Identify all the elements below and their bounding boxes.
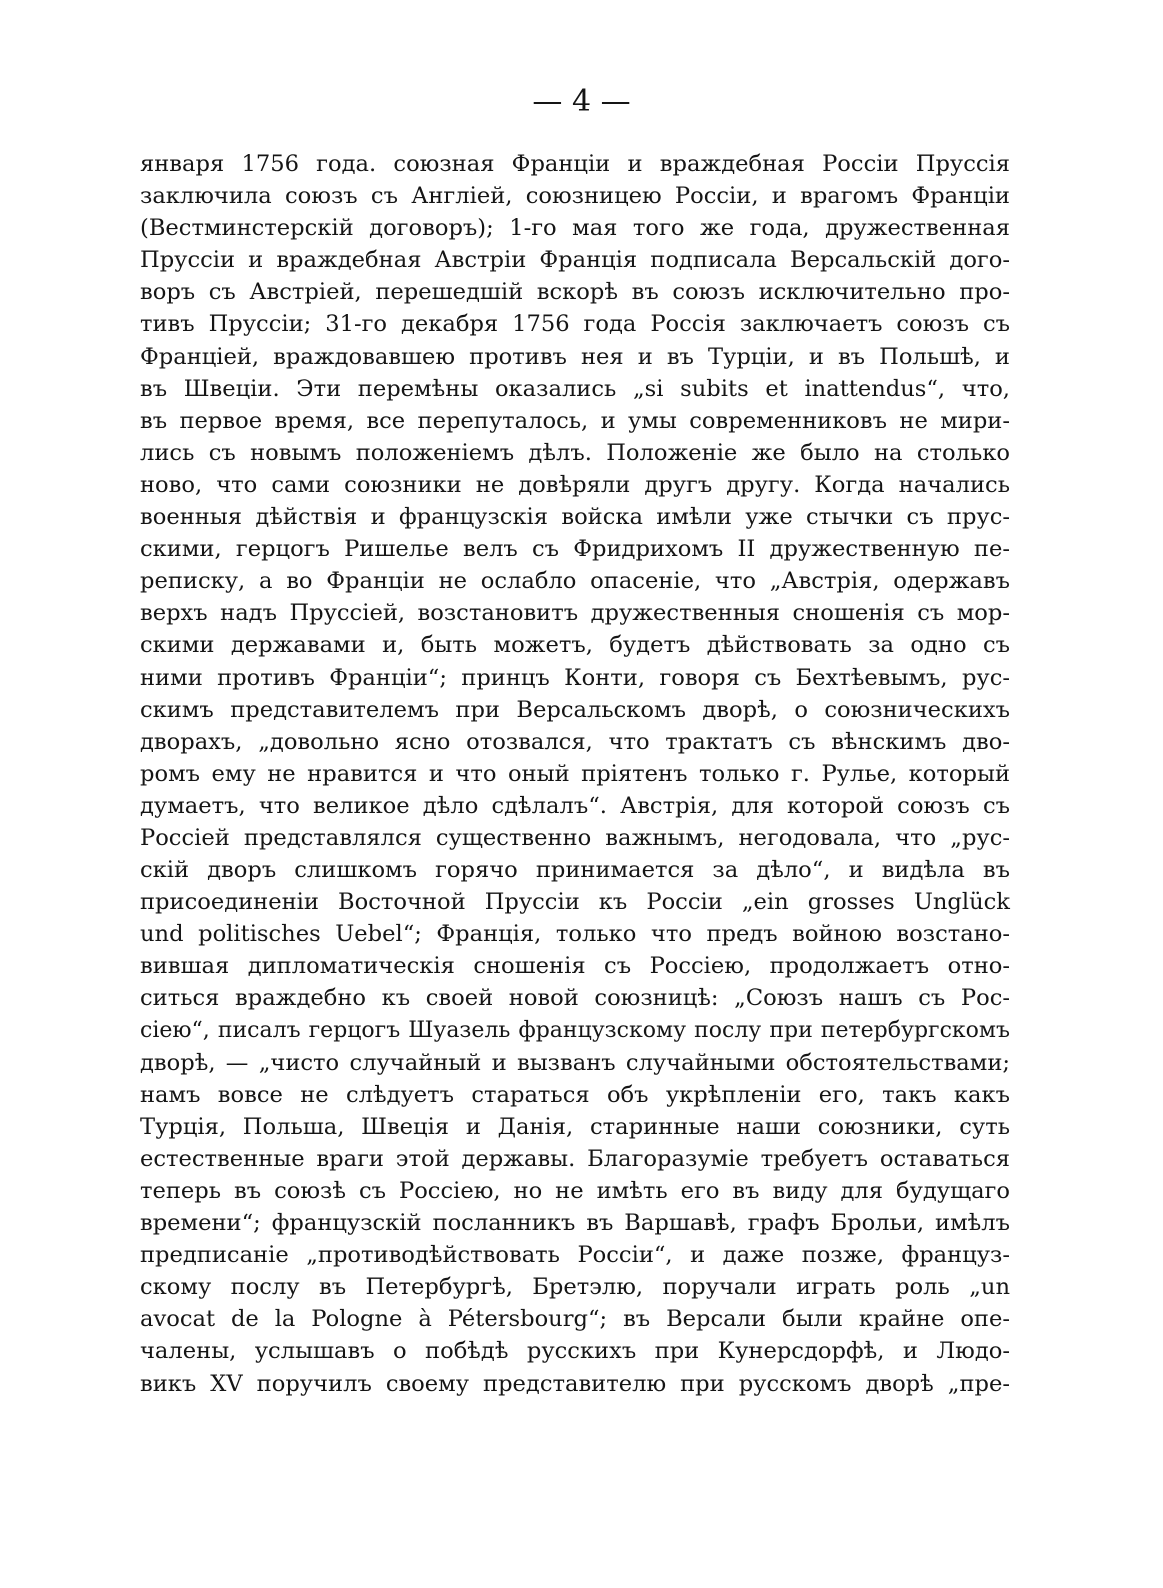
text-line: (Вестминстерскій договоръ); 1-го мая того же года, дружественная [140,215,1010,242]
text-line: присоединеніи Восточной Пруссіи къ Россіи „ein grosses Unglück [140,889,1010,916]
text-line: воръ съ Австріей, перешедшій вскорѣ въ союзъ исключительно про- [140,279,1010,306]
text-line: въ первое время, все перепуталось, и умы современниковъ не мири- [140,407,1010,434]
text-line: und politisches Uebel“; Франція, только что предъ войною возстано- [140,921,1010,948]
text-line: дворѣ, — „чисто случайный и вызванъ случайными обстоятельствами; [140,1049,1010,1076]
text-line: Пруссіи и враждебная Австріи Франція подписала Версальскій дого- [140,247,1010,274]
text-line: Россіей представлялся существенно важнымъ, негодовала, что „рус- [140,824,1010,851]
text-line: верхъ надъ Пруссіей, возстановитъ дружественныя сношенія съ мор- [140,600,1010,627]
text-line: естественные враги этой державы. Благоразуміе требуетъ оставаться [140,1145,1010,1172]
text-line: въ Швеціи. Эти перемѣны оказались „si subits et inattendus“, что, [140,375,1010,402]
text-line: ситься враждебно къ своей новой союзницѣ: „Союзъ нашъ съ Рос- [140,985,1010,1012]
text-line: скимъ представителемъ при Версальскомъ дворѣ, о союзническихъ [140,696,1010,723]
body-text [140,148,1010,1400]
text-line: времени“; французскій посланникъ въ Варшавѣ, графъ Брольи, имѣлъ [140,1210,1010,1237]
text-line: реписку, а во Франціи не ослабло опасеніе, что „Австрія, одержавъ [140,568,1010,595]
text-line: лись съ новымъ положеніемъ дѣлъ. Положеніе же было на столько [140,439,1010,466]
text-line: ново, что сами союзники не довѣряли другъ другу. Когда начались [140,471,1010,498]
text-line: скому послу въ Петербургѣ, Бретэлю, поручали играть роль „un [140,1274,1010,1301]
text-line: заключила союзъ съ Англіей, союзницею Россіи, и врагомъ Франціи [140,183,1010,210]
text-line: намъ вовсе не слѣдуетъ стараться объ укрѣпленіи его, такъ какъ [140,1081,1010,1108]
text-line: января 1756 года. союзная Франціи и враждебная Россіи Пруссія [140,151,1010,177]
text-line: думаетъ, что великое дѣло сдѣлалъ“. Австрія, для которой союзъ съ [140,792,1010,819]
text-line: вившая дипломатическія сношенія съ Россіею, продолжаетъ отно- [140,953,1010,980]
text-line: avocat de la Pologne à Pétersbourg“; въ Версали были крайне опе- [140,1306,1010,1333]
text-line: теперь въ союзѣ съ Россіею, но не имѣть его въ виду для будущаго [140,1178,1010,1204]
text-line: викъ XV поручилъ своему представителю при русскомъ дворѣ „пре- [140,1370,1010,1397]
text-line: тивъ Пруссіи; 31-го декабря 1756 года Россія заключаетъ союзъ съ [140,311,1010,338]
text-line: скими державами и, быть можетъ, будетъ дѣйствовать за одно съ [140,632,1010,659]
text-line: скій дворъ слишкомъ горячо принимается за дѣло“, и видѣла въ [140,857,1010,884]
text-line: предписаніе „противодѣйствовать Россіи“, и даже позже, француз- [140,1242,1010,1269]
page-number: — 4 — [532,84,631,119]
text-line: дворахъ, „довольно ясно отозвался, что трактатъ съ вѣнскимъ дво- [140,728,1010,755]
text-line: чалены, услышавъ о побѣдѣ русскихъ при Кунерсдорфѣ, и Людо- [140,1338,1010,1365]
text-line: ними противъ Франціи“; принцъ Конти, говоря съ Бехтѣевымъ, рус- [140,664,1010,691]
text-line: военныя дѣйствія и французскія войска имѣли уже стычки съ прус- [140,504,1010,531]
text-line: Франціей, враждовавшею противъ нея и въ Турціи, и въ Польшѣ, и [140,343,1010,370]
text-line: сіею“, писалъ герцогъ Шуазель французскому послу при петербургскомъ [140,1017,1010,1043]
text-line: скими, герцогъ Ришелье велъ съ Фридрихомъ II дружественную пе- [140,536,1010,563]
text-line: ромъ ему не нравится и что оный пріятенъ только г. Рулье, который [140,760,1010,787]
text-line: Турція, Польша, Швеція и Данія, старинные наши союзники, суть [140,1113,1010,1140]
